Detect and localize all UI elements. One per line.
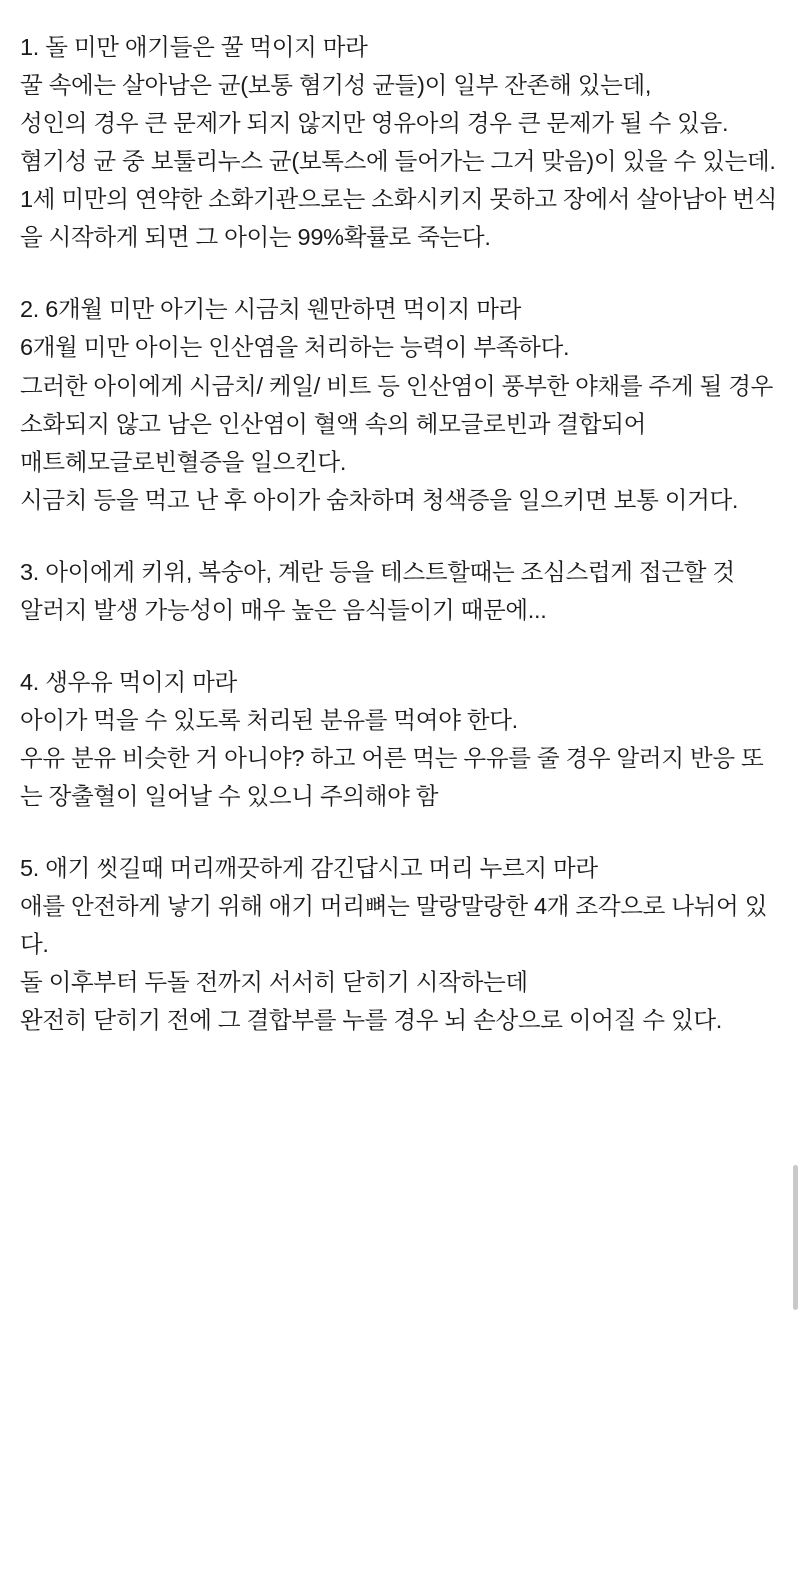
section-line: 알러지 발생 가능성이 매우 높은 음식들이기 때문에...	[20, 596, 547, 623]
section-line: 소화되지 않고 남은 인산염이 혈액 속의 헤모글로빈과 결합되어	[20, 410, 647, 437]
document-section-5	[20, 849, 780, 1039]
document-section-3	[20, 553, 780, 629]
section-line: 아이가 먹을 수 있도록 처리된 분유를 먹여야 한다.	[20, 706, 518, 733]
section-heading: 2. 6개월 미만 아기는 시금치 웬만하면 먹이지 마라	[20, 296, 521, 323]
section-line: 완전히 닫히기 전에 그 결합부를 누를 경우 뇌 손상으로 이어질 수 있다.	[20, 1007, 722, 1034]
document-section-4	[20, 663, 780, 815]
section-heading: 1. 돌 미만 애기들은 꿀 먹이지 마라	[20, 34, 368, 60]
section-line: 성인의 경우 큰 문제가 되지 않지만 영유아의 경우 큰 문제가 될 수 있음.	[20, 110, 729, 137]
section-line: 시금치 등을 먹고 난 후 아이가 숨차하며 청색증을 일으키면 보통 이거다.	[20, 486, 739, 513]
section-line: 6개월 미만 아이는 인산염을 처리하는 능력이 부족하다.	[20, 334, 570, 361]
section-heading: 3. 아이에게 키위, 복숭아, 계란 등을 테스트할때는 조심스럽게 접근할 것	[20, 558, 735, 585]
section-heading: 4. 생우유 먹이지 마라	[20, 668, 237, 695]
section-line: 우유 분유 비슷한 거 아니야? 하고 어른 먹는 우유를 줄 경우 알러지 반응 또는 장출혈이 일어날 수 있으니 주의해야 함	[20, 745, 764, 810]
section-heading: 5. 애기 씻길때 머리깨끗하게 감긴답시고 머리 누르지 마라	[20, 855, 598, 882]
section-line: 돌 이후부터 두돌 전까지 서서히 닫히기 시작하는데	[20, 969, 528, 996]
section-line: 꿀 속에는 살아남은 균(보통 혐기성 균들)이 일부 잔존해 있는데,	[20, 72, 652, 99]
section-line: 매트헤모글로빈혈증을 일으킨다.	[20, 448, 347, 475]
document-section-1	[20, 28, 780, 256]
section-line: 혐기성 균 중 보툴리누스 균(보톡스에 들어가는 그거 맞음)이 있을 수 있는데.	[20, 148, 776, 175]
vertical-scrollbar[interactable]	[793, 1165, 798, 1310]
document-section-2	[20, 290, 780, 518]
section-line: 애를 안전하게 낳기 위해 애기 머리뼈는 말랑말랑한 4개 조각으로 나뉘어 있다.	[20, 893, 768, 958]
section-line: 그러한 아이에게 시금치/ 케일/ 비트 등 인산염이 풍부한 야채를 주게 될 경우	[20, 372, 774, 399]
section-line: 1세 미만의 연약한 소화기관으로는 소화시키지 못하고 장에서 살아남아 번식을 시작하게 되면 그 아이는 99%확률로 죽는다.	[20, 186, 778, 251]
